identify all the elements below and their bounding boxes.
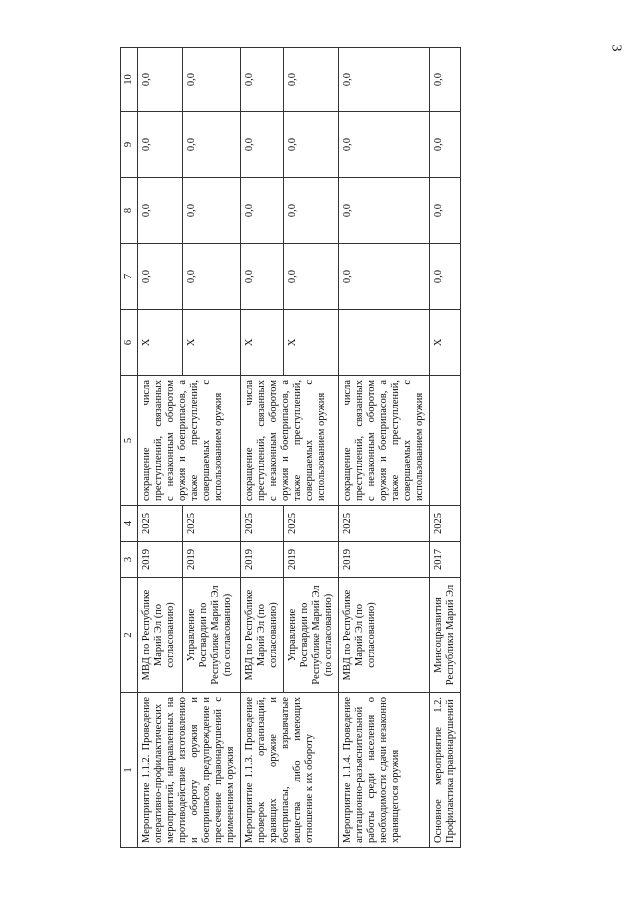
table-row [339, 48, 430, 848]
cell-col8: 0,0 [339, 178, 430, 244]
cell-col6: X [183, 310, 241, 376]
column-number-row [121, 48, 138, 848]
executor: МВД по Республике Марий Эл (по согласованию) [339, 578, 430, 693]
cell-col9: 0,0 [339, 112, 430, 178]
end-year: 2025 [138, 506, 183, 542]
start-year: 2019 [138, 542, 183, 578]
col-header-5: 5 [121, 376, 138, 506]
cell-col9: 0,0 [183, 112, 241, 178]
end-year: 2025 [284, 506, 339, 542]
cell-col10: 0,0 [284, 48, 339, 112]
expected-result [430, 376, 461, 506]
end-year: 2025 [241, 506, 284, 542]
cell-col6: X [284, 310, 339, 376]
col-header-10: 10 [121, 48, 138, 112]
col-header-8: 8 [121, 178, 138, 244]
activity-name: Мероприятие 1.1.2. Проведение оперативно-профилактических мероприятий, направленных на противодействие изготовлению и обороту оружия и боеприпасов, предупреждение и пресечение правонарушений с применением оружия [138, 693, 241, 848]
cell-col6: X [241, 310, 284, 376]
executor: Минсоцразвития Республики Марий Эл [430, 578, 461, 693]
start-year: 2019 [241, 542, 284, 578]
expected-result: сокращение числа преступлений, связанных с незаконным оборотом оружия и боеприпасов, а также преступлений, совершаемых с использованием оружия [138, 376, 241, 506]
end-year: 2025 [183, 506, 241, 542]
cell-col7: 0,0 [284, 244, 339, 310]
cell-col10: 0,0 [138, 48, 183, 112]
activity-name: Основное мероприятие 1.2. Профилактика правонарушений [430, 693, 461, 848]
cell-col8: 0,0 [430, 178, 461, 244]
col-header-7: 7 [121, 244, 138, 310]
executor: МВД по Республике Марий Эл (по согласованию) [138, 578, 183, 693]
cell-col6 [339, 310, 430, 376]
start-year: 2017 [430, 542, 461, 578]
cell-col7: 0,0 [339, 244, 430, 310]
cell-col6: X [430, 310, 461, 376]
col-header-2: 2 [121, 578, 138, 693]
executor: Управление Росгвардии по Республике Марий Эл (по согласованию) [284, 578, 339, 693]
col-header-9: 9 [121, 112, 138, 178]
cell-col10: 0,0 [183, 48, 241, 112]
activity-name: Мероприятие 1.1.3. Проведение проверок организаций, хранящих оружие и боеприпасы, взрывчатые вещества либо имеющих отношение к их обороту [241, 693, 339, 848]
cell-col9: 0,0 [430, 112, 461, 178]
cell-col10: 0,0 [241, 48, 284, 112]
page-number: 3 [608, 44, 624, 52]
cell-col8: 0,0 [284, 178, 339, 244]
end-year: 2025 [339, 506, 430, 542]
cell-col7: 0,0 [430, 244, 461, 310]
cell-col9: 0,0 [138, 112, 183, 178]
start-year: 2019 [183, 542, 241, 578]
table-row [430, 48, 461, 848]
cell-col8: 0,0 [241, 178, 284, 244]
table-row [241, 48, 284, 848]
col-header-6: 6 [121, 310, 138, 376]
program-table [120, 47, 461, 848]
cell-col8: 0,0 [183, 178, 241, 244]
rotated-table-wrapper [120, 48, 639, 848]
cell-col10: 0,0 [430, 48, 461, 112]
col-header-3: 3 [121, 542, 138, 578]
cell-col8: 0,0 [138, 178, 183, 244]
cell-col9: 0,0 [241, 112, 284, 178]
table-row [138, 48, 183, 848]
expected-result: сокращение числа преступлений, связанных с незаконным оборотом оружия и боеприпасов, а также преступлений, совершаемых с использованием оружия [339, 376, 430, 506]
col-header-4: 4 [121, 506, 138, 542]
cell-col7: 0,0 [183, 244, 241, 310]
expected-result: сокращение числа преступлений, связанных с незаконным оборотом оружия и боеприпасов, а также преступлений, совершаемых с использованием оружия [241, 376, 339, 506]
executor: МВД по Республике Марий Эл (по согласованию) [241, 578, 284, 693]
activity-name: Мероприятие 1.1.4. Проведение агитационно-разъяснительной работы среди населения о необходимости сдачи незаконно хранящегося оружия [339, 693, 430, 848]
executor: Управление Росгвардии по Республике Марий Эл (по согласованию) [183, 578, 241, 693]
cell-col7: 0,0 [241, 244, 284, 310]
cell-col6: X [138, 310, 183, 376]
cell-col7: 0,0 [138, 244, 183, 310]
cell-col10: 0,0 [339, 48, 430, 112]
end-year: 2025 [430, 506, 461, 542]
col-header-1: 1 [121, 693, 138, 848]
cell-col9: 0,0 [284, 112, 339, 178]
start-year: 2019 [284, 542, 339, 578]
start-year: 2019 [339, 542, 430, 578]
